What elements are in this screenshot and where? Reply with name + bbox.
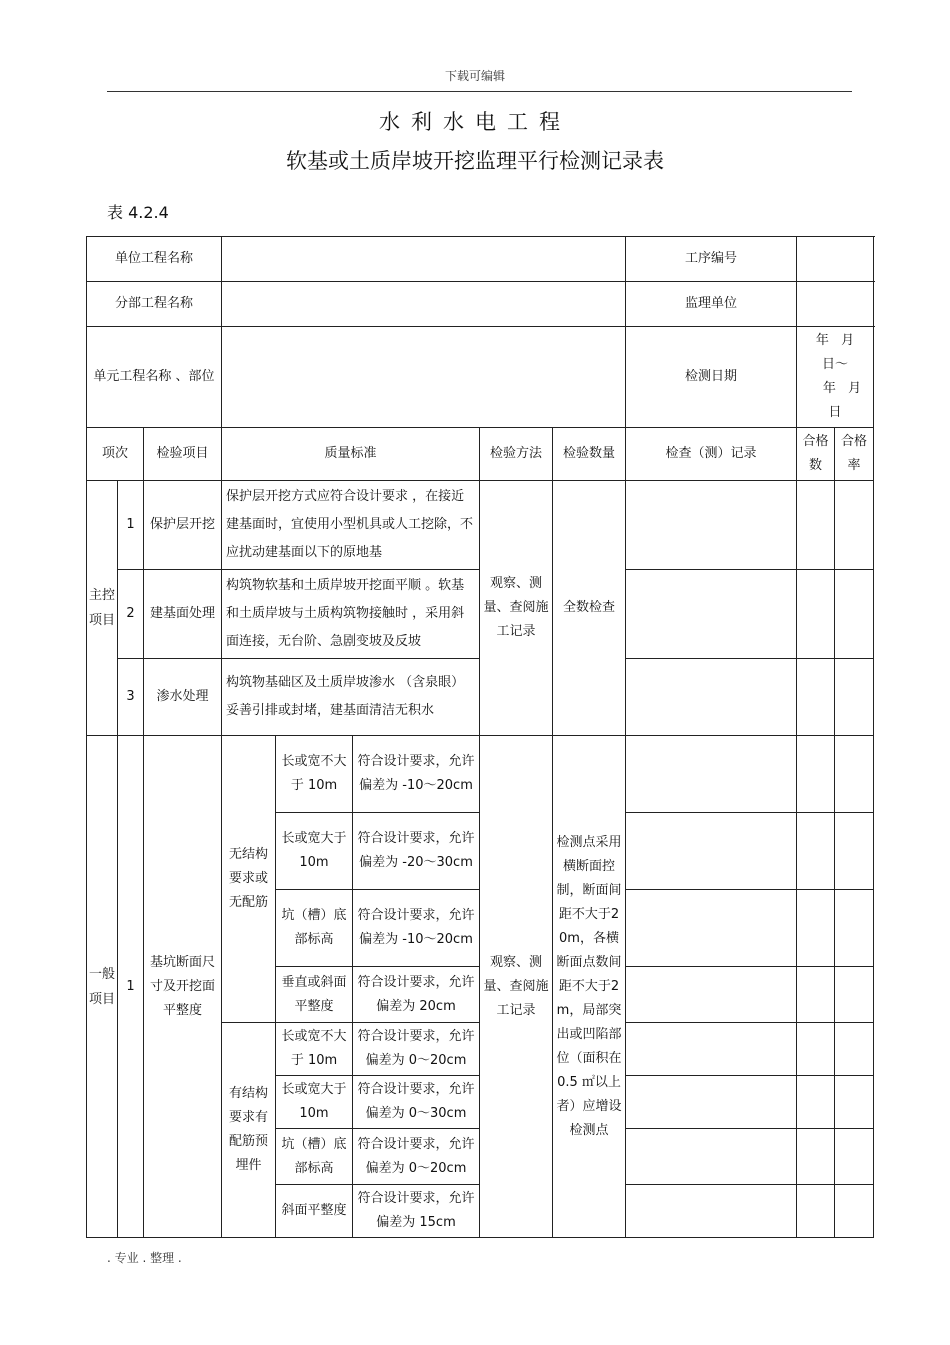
g1-row-1-standard: 符合设计要求，允许偏差为 -10～20cm — [353, 736, 480, 813]
g1-row-3-record[interactable] — [626, 890, 797, 967]
main-row-1-item: 保护层开挖 — [144, 481, 222, 570]
g1-row-3-qualified[interactable] — [797, 890, 835, 967]
general-category: 一般项目 — [87, 736, 118, 1238]
main-row-1-qualified[interactable] — [797, 481, 835, 570]
main-row-1-record[interactable] — [626, 481, 797, 570]
unit-name-label: 单位工程名称 — [87, 237, 222, 282]
col-standard: 质量标准 — [222, 428, 480, 481]
supervisor-value[interactable] — [797, 282, 874, 327]
g2-row-1-rate[interactable] — [835, 1023, 874, 1076]
main-row-3-standard: 构筑物基础区及土质岸坡渗水 （含泉眼）妥善引排或封堵，建基面清洁无积水 — [222, 659, 480, 736]
date-year-1: 年 — [815, 333, 829, 348]
main-row-2-no: 2 — [118, 570, 144, 659]
g1-row-4-rate[interactable] — [835, 967, 874, 1023]
g1-row-1-sub: 长或宽不大于 10m — [276, 736, 353, 813]
main-control-category: 主控项目 — [87, 481, 118, 736]
g2-row-2-rate[interactable] — [835, 1076, 874, 1129]
col-quantity: 检验数量 — [553, 428, 626, 481]
g2-row-4-standard: 符合设计要求，允许偏差为 15cm — [353, 1185, 480, 1238]
g1-row-2-sub: 长或宽大于 10m — [276, 813, 353, 890]
main-row-2-standard: 构筑物软基和土质岸坡开挖面平顺 。软基和土质岸坡与土质构筑物接触时 ，采用斜面连接，无台阶、急剧变坡及反坡 — [222, 570, 480, 659]
g1-row-1-qualified[interactable] — [797, 736, 835, 813]
main-row-3-no: 3 — [118, 659, 144, 736]
g1-row-4-standard: 符合设计要求，允许偏差为 20cm — [353, 967, 480, 1023]
main-row-2-record[interactable] — [626, 570, 797, 659]
title-line1: 水利水电工程 — [379, 110, 571, 134]
general-no: 1 — [118, 736, 144, 1238]
g2-row-3-sub: 坑（槽）底部标高 — [276, 1129, 353, 1185]
col-pass-rate: 合格率 — [835, 428, 874, 481]
date-month-2: 月 — [848, 381, 862, 396]
info-row-2 — [87, 282, 874, 327]
g2-row-4-record[interactable] — [626, 1185, 797, 1238]
g1-row-2-standard: 符合设计要求，允许偏差为 -20～30cm — [353, 813, 480, 890]
page-footer: . 专业 . 整理 . — [107, 1251, 182, 1265]
g2-row-3-standard: 符合设计要求，允许偏差为 0～20cm — [353, 1129, 480, 1185]
date-label: 检测日期 — [626, 327, 797, 428]
col-qualified-count: 合格数 — [797, 428, 835, 481]
info-row-1 — [87, 237, 874, 282]
g2-row-1-record[interactable] — [626, 1023, 797, 1076]
supervisor-label: 监理单位 — [626, 282, 797, 327]
g1-row-2-record[interactable] — [626, 813, 797, 890]
g2-row-2-standard: 符合设计要求，允许偏差为 0～30cm — [353, 1076, 480, 1129]
title-line2: 软基或土质岸坡开挖监理平行检测记录表 — [286, 149, 664, 173]
general-item: 基坑断面尺寸及开挖面平整度 — [144, 736, 222, 1238]
g2-row-4-qualified[interactable] — [797, 1185, 835, 1238]
main-control-row-1 — [87, 481, 874, 570]
g1-row-1-record[interactable] — [626, 736, 797, 813]
main-row-2-item: 建基面处理 — [144, 570, 222, 659]
general-row-1 — [87, 736, 874, 813]
g2-row-2-qualified[interactable] — [797, 1076, 835, 1129]
unit-name-value[interactable] — [222, 237, 626, 282]
g2-row-3-rate[interactable] — [835, 1129, 874, 1185]
g1-row-4-qualified[interactable] — [797, 967, 835, 1023]
g1-row-2-qualified[interactable] — [797, 813, 835, 890]
g2-row-1-standard: 符合设计要求，允许偏差为 0～20cm — [353, 1023, 480, 1076]
g1-row-4-sub: 垂直或斜面平整度 — [276, 967, 353, 1023]
element-label: 单元工程名称 、部位 — [87, 327, 222, 428]
g2-row-2-record[interactable] — [626, 1076, 797, 1129]
main-row-3-rate[interactable] — [835, 659, 874, 736]
sub-name-value[interactable] — [222, 282, 626, 327]
date-year-2: 年 — [822, 381, 836, 396]
element-value[interactable] — [222, 327, 626, 428]
g1-row-3-sub: 坑（槽）底部标高 — [276, 890, 353, 967]
info-row-3 — [87, 327, 874, 428]
main-row-3-qualified[interactable] — [797, 659, 835, 736]
general-method: 观察、测量、查阅施工记录 — [480, 736, 553, 1238]
date-day-1: 日～ — [822, 357, 849, 372]
main-row-1-rate[interactable] — [835, 481, 874, 570]
g1-row-2-rate[interactable] — [835, 813, 874, 890]
g2-row-3-qualified[interactable] — [797, 1129, 835, 1185]
process-no-value[interactable] — [797, 237, 874, 282]
process-no-label: 工序编号 — [626, 237, 797, 282]
main-row-1-no: 1 — [118, 481, 144, 570]
general-group-2-label: 有结构要求有配筋预埋件 — [222, 1023, 276, 1238]
col-item-no: 项次 — [87, 428, 144, 481]
g2-row-4-rate[interactable] — [835, 1185, 874, 1238]
column-header-row — [87, 428, 874, 481]
main-row-3-record[interactable] — [626, 659, 797, 736]
col-method: 检验方法 — [480, 428, 553, 481]
main-row-2-rate[interactable] — [835, 570, 874, 659]
g2-row-2-sub: 长或宽大于 10m — [276, 1076, 353, 1129]
general-quantity: 检测点采用横断面控制，断面间距不大于20m，各横断面点数间距不大于2m，局部突出或凹陷部位（面积在 0.5 ㎡以上者）应增设检测点 — [553, 736, 626, 1238]
main-row-1-standard: 保护层开挖方式应符合设计要求 ，在接近建基面时，宜使用小型机具或人工挖除，不应扰动建基面以下的原地基 — [222, 481, 480, 570]
g2-row-1-qualified[interactable] — [797, 1023, 835, 1076]
date-day-2: 日 — [828, 405, 842, 420]
g1-row-4-record[interactable] — [626, 967, 797, 1023]
g2-row-3-record[interactable] — [626, 1129, 797, 1185]
date-month-1: 月 — [841, 333, 855, 348]
main-control-quantity: 全数检查 — [553, 481, 626, 736]
main-control-method: 观察、测量、查阅施工记录 — [480, 481, 553, 736]
g1-row-3-rate[interactable] — [835, 890, 874, 967]
table-number: 表 4.2.4 — [107, 203, 169, 222]
main-row-2-qualified[interactable] — [797, 570, 835, 659]
date-value[interactable] — [797, 327, 874, 428]
inspection-record-table — [86, 236, 874, 1238]
sub-name-label: 分部工程名称 — [87, 282, 222, 327]
g2-row-4-sub: 斜面平整度 — [276, 1185, 353, 1238]
g1-row-3-standard: 符合设计要求，允许偏差为 -10～20cm — [353, 890, 480, 967]
col-record: 检查（测）记录 — [626, 428, 797, 481]
main-row-3-item: 渗水处理 — [144, 659, 222, 736]
g2-row-1-sub: 长或宽不大于 10m — [276, 1023, 353, 1076]
page-header-note: 下载可编辑 — [444, 69, 505, 83]
header-rule — [107, 91, 852, 92]
general-group-1-label: 无结构要求或无配筋 — [222, 736, 276, 1023]
col-item: 检验项目 — [144, 428, 222, 481]
g1-row-1-rate[interactable] — [835, 736, 874, 813]
